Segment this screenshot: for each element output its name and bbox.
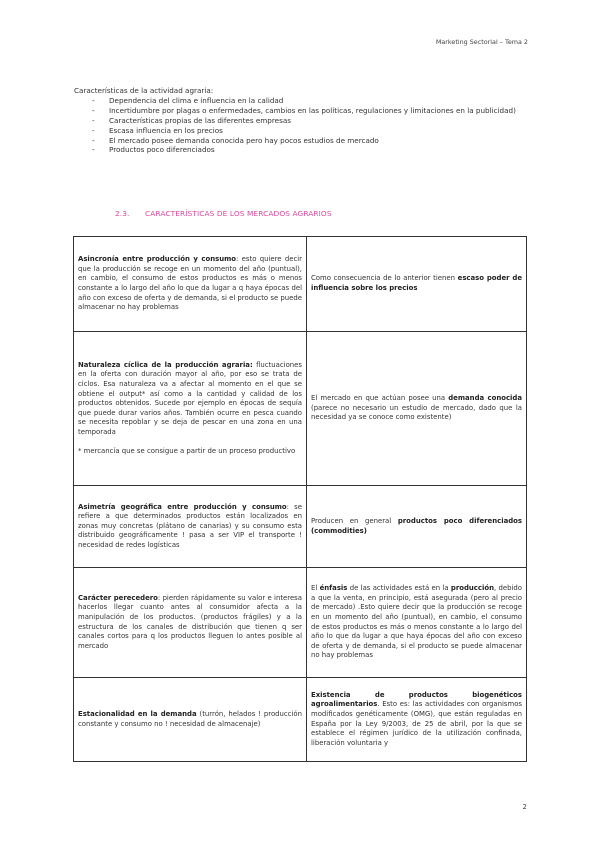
intro-block [74, 86, 534, 155]
table-cell-left [74, 678, 307, 762]
table-cell-right [307, 678, 527, 762]
cell-term: Asimetría geográfica entre producción y consumo [78, 502, 287, 511]
table-cell-right [307, 237, 527, 332]
list-item: - Incertidumbre por plagas o enfermedades, cambios en las políticas, regulaciones y limitaciones en la publicidad) [74, 106, 534, 116]
markets-table [73, 236, 527, 762]
list-item: - El mercado posee demanda conocida pero hay pocos estudios de mercado [74, 136, 534, 146]
footnote: * mercancía que se consigue a partir de un proceso productivo [78, 446, 296, 455]
section-title: CARACTERÍSTICAS DE LOS MERCADOS AGRARIOS [145, 209, 332, 218]
table-row [74, 678, 527, 762]
cell-term: productos poco diferenciados (commodities) [311, 516, 522, 535]
table-cell-left [74, 486, 307, 568]
cell-term: Asincronía entre producción y consumo [78, 255, 237, 264]
intro-heading: Características de la actividad agraria: [74, 86, 214, 95]
cell-text: : se refiere a que determinados productos están localizados en zonas muy concretas (plátano de canarias) y su consumo esta distribuido geográficamente ! pasa a ser VIP el transporte ! necesidad de redes logísticas [78, 502, 302, 549]
list-item: - Productos poco diferenciados [74, 145, 534, 155]
table-cell-left [74, 237, 307, 332]
cell-text: (parece no necesario un estudio de mercado, dado que la necesidad ya se conoce como existente) [311, 403, 522, 422]
cell-text: El mercado en que actúan posee una [311, 394, 449, 403]
cell-text: : esto quiere decir que la producción se recoge en un momento del año (puntual), en cambio, el consumo de estos productos es más o menos constante a lo largo del año lo que da lugar a q haya épocas del año con exceso de oferta y de demanda, si el producto se puede almacenar no hay problemas [78, 255, 302, 312]
cell-term: escaso poder de influencia sobre los precios [311, 274, 522, 292]
cell-term: Carácter perecedero [78, 593, 158, 602]
cell-text: : pierden rápidamente su valor e interesa hacerlos llegar cuanto antes al consumidor afecta a la manipulación de los productos. (productos frágiles) y a la estructura de los canales de distribución que tienen q ser canales cortos para q los productos lleguen lo antes posible al mercado [78, 593, 302, 650]
cell-text: Como consecuencia de lo anterior tienen [311, 274, 458, 283]
table-row [74, 486, 527, 568]
cell-term: demanda conocida [448, 394, 522, 403]
section-number: 2.3. [115, 209, 130, 218]
table-row [74, 237, 527, 332]
list-item: - Características propias de las diferentes empresas [74, 116, 534, 126]
cell-term: Naturaleza cíclica de la producción agraria: [78, 360, 253, 369]
table-row [74, 568, 527, 678]
cell-term: Existencia de productos biogenéticos agroalimentarios [311, 690, 522, 709]
list-item: - Dependencia del clima e influencia en la calidad [74, 96, 534, 106]
characteristics-list [74, 96, 534, 155]
cell-text: de las actividades está en la [347, 584, 451, 593]
table-row [74, 332, 527, 486]
page-number: 2 [522, 803, 527, 811]
table-cell-left [74, 332, 307, 486]
cell-text: El [311, 584, 320, 593]
cell-text: . Esto es: las actividades con organismos modificados genéticamente (OMG), que están reguladas en España por la Ley 9/2003, de 25 de abril, por la que se establece el régimen jurídico de la utilización confinada, liberación voluntaria y [311, 700, 522, 747]
section-heading [115, 209, 332, 218]
running-header: Marketing Sectorial – Tema 2 [435, 38, 528, 46]
cell-text: , debido a que la venta, en principio, está asegurada (pero al precio de mercado) .Esto quiere decir que la producción se recoge en un momento del año (puntual), en cambio, el consumo de estos productos es más o menos constante a lo largo del año lo que da lugar a que haya épocas del año con exceso de oferta y de demanda, si el producto se puede almacenar no hay problemas [311, 584, 522, 660]
list-item: - Escasa influencia en los precios [74, 126, 534, 136]
cell-term: énfasis [319, 584, 348, 593]
table-cell-right [307, 332, 527, 486]
table-cell-right [307, 568, 527, 678]
cell-term: Estacionalidad en la demanda [78, 709, 197, 718]
cell-text: fluctuaciones en la oferta con duración mayor al año, por eso se trata de ciclos. Esa naturaleza va a afectar al momento en el que se obtiene el output* así como a la cantidad y calidad de los productos obtenidos. Sucede por ejemplo en épocas de sequía que puede durar varios años. También ocurre en pesca cuando se necesita repoblar y se deja de pescar en una zona en una temporada [78, 360, 302, 436]
cell-text: Producen en general [311, 516, 398, 525]
cell-term: producción [450, 584, 494, 593]
cell-text: (turrón, helados ! producción constante y consumo no ! necesidad de almacenaje) [78, 709, 302, 728]
table-cell-right [307, 486, 527, 568]
table-cell-left [74, 568, 307, 678]
